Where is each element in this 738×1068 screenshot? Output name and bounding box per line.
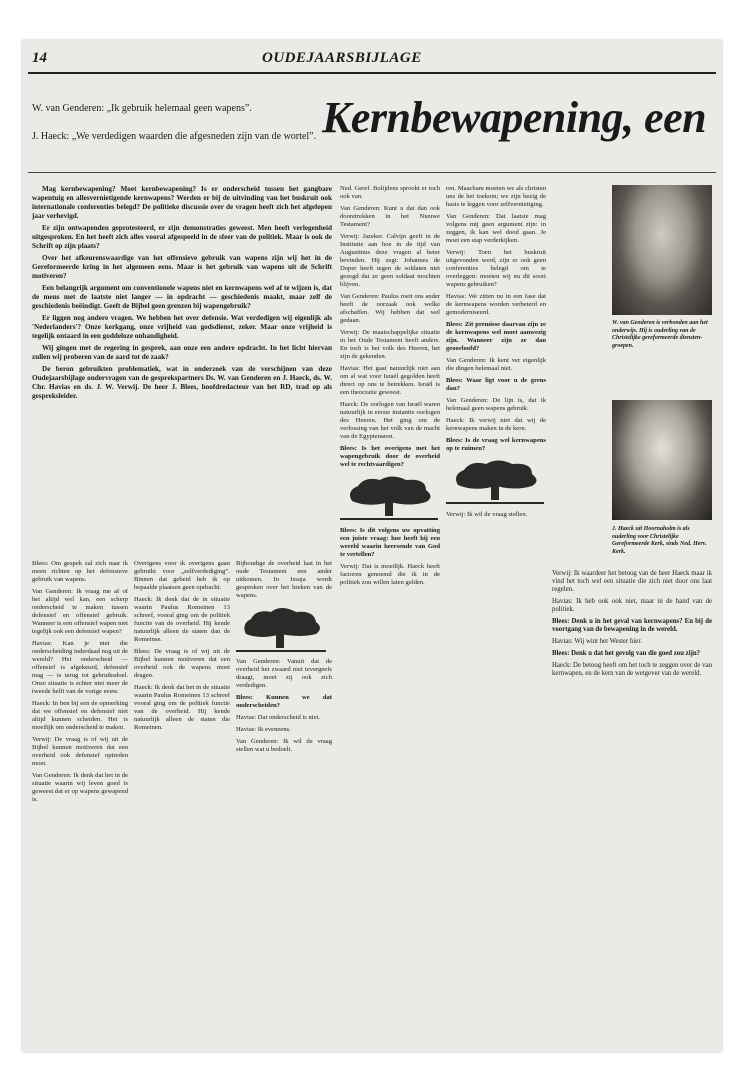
body-paragraph: Van Genderen: De lijn is, dat ik helemaal geen wapens gebruik. [446,397,546,412]
column-1 [32,560,128,1040]
photo-caption: J. Haeck uit Hoornaholm is als ouderling voor Christelijke Gereformeerde Kerk, sinds Ned. Herv. Kerk. [612,526,707,555]
body-paragraph: Verwij: De maatschappelijke situatie in het Oude Testament heeft anders. En toch is het volk des Heeren, het zijn de gekenden. [340,329,440,360]
body-paragraph: Havias: Wij wint het Wester hier. [552,638,642,645]
body-paragraph: Havias: We zitten nu in een fase dat de kernwapens worden verbeterd en gemoderniseerd. [446,293,546,316]
body-paragraph: Verwij: Ik waardeer het betoog van de heer Haeck maar ik vind het toch wel een situatie die zich niet door ons laat regelen. [552,570,712,593]
body-paragraph: Van Genderen: Kunt u dat dan ook dooretrekken in het Nieuwe Testament? [340,205,440,228]
portrait-van-genderen [612,185,712,315]
body-paragraph: Verwij: Ik wil de vraag stellen. [446,511,528,518]
mushroom-cloud-illustration [446,457,544,507]
body-paragraph: Blees: Denk u in het geval van kernwapens? En bij de voortgang van de bewapening in de wereld. [552,618,712,633]
column-3 [236,560,332,1040]
body-paragraph: Ned. Geref. Bolijdens sprookt er toch ook van. [340,185,440,200]
body-paragraph: Verwij: Dat is moeilijk. Haeck heeft factoren genoemd die ik in de politiek zou willen laten gelden. [340,563,440,586]
body-paragraph: ren. Maacham moeten we als christen uns de het toekom; we zijn bezig de basis te leggen voor zelfvernietiging. [446,185,546,208]
column-4 [340,185,440,1041]
body-paragraph: Havias: Dat onderscheid is niet. [236,714,321,721]
intro-paragraph: Een belangrijk argument om conventionele wapens niet en kernwapens wel af te wijzen is, dat de mens met de laatste niet langer — in opdracht — geschiedenis maakt, maar zelf de geschiedenis beëindigt. Geeft de Bijbel geen grenzen bij wapengebruik? [32,284,332,310]
body-paragraph: Blees: De vraag is of wij uit de Bijbel kunnen motiveren dat een overheid ook de wapens moet dragen. [134,648,230,679]
newspaper-page [22,40,722,1052]
body-paragraph: Van Genderen: Ik wil de vraag stellen wat u bedoelt. [236,738,332,753]
body-paragraph: Blees: Is het overigens met het wapengebruik door de overheid wel te rechtvaardigen? [340,445,440,468]
body-paragraph: Blees: Zit premisse daarvan zijn ze de kernwapens wel moet aanwezig zijn. Wanneer zijn ze dan geoorloofd? [446,321,546,352]
body-paragraph: Blees: Is dit volgens uw opvatting een juiste vraag: hoe heeft hij een wereld waarin heersende van God te vertellen? [340,527,440,558]
portrait-haeck [612,400,712,520]
intro-paragraph: Wij gingen met de regering in gesprek, aan onze een andere opdracht. In het licht hiervan zullen wij proberen van de aard tot de zaak? [32,344,332,361]
column-2 [134,560,230,1040]
intro-text [32,185,332,545]
body-paragraph: Van Genderen: Dat laatste mag volgens mij geen argument zijn: in zeggen, ik kan wel dood gaan. Je moet een stap verderkijken. [446,213,546,244]
header-rule [28,72,716,74]
column-5 [446,185,546,1041]
body-paragraph: Havias: Ik heb ook ook niet, maar in de hand van de politiek. [552,598,712,613]
body-paragraph: Bijhoudige de overheid laat in het oude Testament een ander uitkomen. In Jesaja wordt gesproken over het breken van de wapens. [236,560,332,599]
body-paragraph: Havias: Ik eveneens. [236,726,291,733]
body-paragraph: Haeck: De oorlogen van Israël waren natuurlijk in eerste instantie oorlogen des Heeren. Het ging om de verlossing van het volk van de macht van de Egyptenaren. [340,401,440,440]
body-paragraph: Blees: Om gespek zal zich naar ik meen richten op het defensieve gebruik van wapens. [32,560,128,583]
body-paragraph: Van Genderen: Ik vraag me af of het altijd wel kan, een scherp onderscheid te maken tussen defensief en offensief gebruik. Wanneer is een offensief wapen niet tegelijk ook een defensief wapen? [32,588,128,635]
quote-van-genderen: W. van Genderen: „Ik gebruik helemaal geen wapens”. [32,103,252,114]
intro-paragraph: Er zijn ontwapenden geprotesteerd, er zijn demonstraties geweest. Men heeft verlegenheid uitgesproken. En het heeft zich alles vooral afgespeeld in de sfeer van de politiek. Maar is ook de Schrift op zijn plaats? [32,224,332,250]
body-paragraph: Blees: Waar ligt voor u de grens dan? [446,377,546,392]
body-paragraph: Havias: Het gaat natuurlijk niet aan om al wat voor Israël gegolden heeft direct op ons te betrekken. Israël is een theocratie geweest. [340,365,440,396]
body-paragraph: Verwij: De vraag is of wij uit de Bijbel kunnen motiveren dat een overheid ook defensief optreden moet. [32,736,128,767]
body-paragraph: Verwij: Jazeker. Calvijn geeft in de Institutie aan hoe in de tijd van Augustinus deze vragen al beter bevinden. Hij zegt: Johannes de Doper heeft tegen de soldaten niet gezegd dat ze geen soldaat mochten blijven. [340,233,440,288]
pull-quotes [32,102,342,144]
page-number: 14 [32,50,47,66]
section-title: OUDEJAARSBIJLAGE [262,50,422,66]
body-paragraph: Blees: Kunnen we dat onderscheiden? [236,694,332,709]
body-paragraph: Haeck: Ik verwij niet dat wij de kernwapens maken in de kern. [446,417,546,432]
intro-paragraph: Mag kernbewapening? Moet kernbewapening? Is er onderscheid tussen het gangbare wapentuig en allesvernietigende kernwapens? Werden er bij de uitvinding van het buskruit ook internationale conferenties belegd? De politieke discussie over de vragen heeft zich het afgelopen jaar verhevigd. [32,185,332,220]
intro-paragraph: Over het afkeurenswaardige van het offensieve gebruik van wapens zijn wij het in de Gereformeerde kring in het algemeen eens. Maar is het gebruik van wapens uit de Schrift motiveren? [32,254,332,280]
mushroom-cloud-illustration [236,604,326,654]
quote-haeck: J. Haeck: „We verdedigen waarden die afgesneden zijn van de wortel”. [32,131,317,142]
headline-rule [28,172,716,173]
mushroom-cloud-illustration [340,473,438,523]
intro-paragraph: De beron gebruikten problematiek, wat in onderzoek van de verschijnen van deze Oudejaarsbijlage ondervragen van de gesprekspartners Ds. W. van Genderen en J. Haeck, ds. W. Chr. Havias en ds. J. W. Verwij. De heer J. Blees, hoofdredacteur van het RD, trad op als gespreksleider. [32,365,332,400]
headline: Kernbewapening, een [322,93,707,142]
photo-caption: W. van Genderen is verbonden aan het onderwijs. Hij is ouderling van de Christelijke gereformeerde diensten-groepen. [612,320,708,349]
body-paragraph: Havias: Kan je niet die onderscheiding inderdaad nog uit de wereld? Het onderscheid — offensief is afgekeurd, defensief mag — is terug tot gebruiksdoel. Onze situatie is echter niet meer de tweede helft van de vorige eeuw. [32,640,128,695]
body-paragraph: Blees: Denk u dat het gevolg van die goed zou zijn? [552,650,701,657]
body-paragraph: Haeck: De betoog heeft om het toch te zeggen over de van kernwapen, en de kern van de wetgever van de wereld. [552,662,712,677]
body-paragraph: Haeck: Ik denk dat de in situatie waarin Paulus Romeinen 13 schreef, vooral ging om de politiek functie van de overheid. Hij kende natuurlijk alleen de staten dan de Romeinse. [134,596,230,643]
body-paragraph: Van Genderen: Ik kent ver eigenlijk die dingen helemaal niet. [446,357,546,372]
intro-paragraph: Er liggen nog andere vragen. We hebben het over defensie. Wat verdedigen wij eigenlijk als 'Nederlanders'? Onze kerkgang, onze vrijheid van godsdienst, zeker. Maar onze vrijheid is tegelijk ontaard in een goddeloze onbandigheid. [32,314,332,340]
body-paragraph: Van Genderen: Paulus roeit ons ander heeft de oorzaak ook welke afschaffen. Wij hebben dat wel gedaan. [340,293,440,324]
body-paragraph: Haeck: Ik denk dat het in de situatie waarin Paulus Romeinen 13 schreef vooral ging om de politiek functie van de overheid. Hij kende natuurlijk alleen de staten die Romeinen. [134,684,230,731]
column-6 [552,570,712,1040]
body-paragraph: Verwij: Toen het buskruit uitgevonden werd, zijn er ook geen conferenties belegd om te overleggen: moeten wij nu dit soort wapens gebruiken? [446,249,546,288]
body-paragraph: Blees: Is de vraag wel kernwapens op te ruimen? [446,437,546,452]
body-paragraph: Overigens voor ik overigens gaan gebruikt voor „zelfverdediging”. Binnen dat gebeid heb ik op bepaalde plaatsen geen opdracht. [134,560,230,591]
body-paragraph: Haeck: In ben bij een de opmerking dat we offensief en defensief niet altijd kunnen scheiden. Het is moeilijk om onderscheid te maken. [32,700,128,731]
body-paragraph: Van Genderen: Vanuit dat de overheid het zwaard niet tevergeefs draagt, moet zij ook zich verdedigen. [236,658,332,689]
body-paragraph: Van Genderen: Ik denk dat het in de situatie waarin wij leven goed is geweest dat er op wapens gewapend is. [32,772,128,803]
